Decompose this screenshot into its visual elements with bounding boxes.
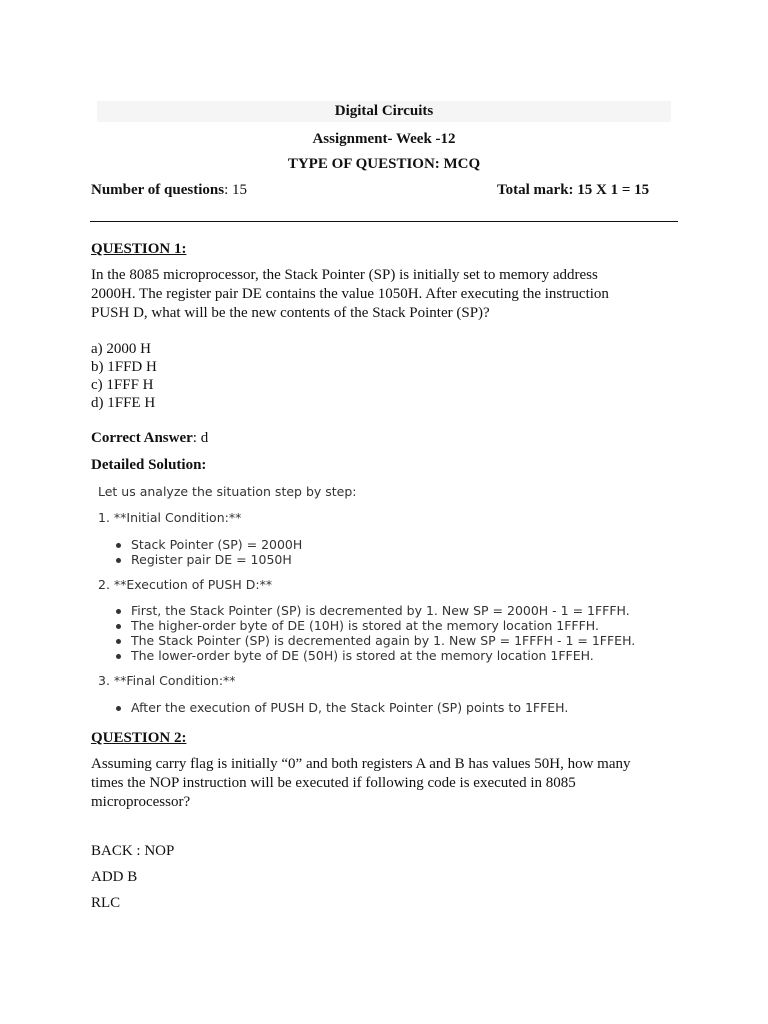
question-2-heading: QUESTION 2:	[91, 730, 187, 746]
solution-intro: Let us analyze the situation step by step:	[98, 484, 357, 499]
question-1-options	[91, 340, 157, 412]
code-line: BACK : NOP	[91, 843, 175, 859]
question-2-line: times the NOP instruction will be executed if following code is executed in 8085	[91, 775, 576, 791]
solution-bullet: Stack Pointer (SP) = 2000H	[116, 537, 302, 552]
question-2-line: microprocessor?	[91, 794, 191, 810]
question-1-line: PUSH D, what will be the new contents of the Stack Pointer (SP)?	[91, 305, 490, 321]
question-1-line: 2000H. The register pair DE contains the value 1050H. After executing the instruction	[91, 286, 609, 302]
solution-step-3-bullets	[116, 700, 568, 715]
question-1-heading: QUESTION 1:	[91, 241, 187, 257]
question-1-text	[91, 266, 681, 323]
bullet-icon	[116, 609, 121, 614]
question-type: TYPE OF QUESTION: MCQ	[287, 156, 481, 172]
number-of-questions-label: Number of questions	[91, 182, 225, 198]
solution-step-2: 2. **Execution of PUSH D:**	[98, 577, 273, 592]
detailed-solution-label: Detailed Solution:	[91, 457, 207, 473]
correct-answer-label: Correct Answer	[91, 430, 193, 446]
correct-answer	[91, 430, 208, 447]
bullet-icon	[116, 654, 121, 659]
solution-bullet: The Stack Pointer (SP) is decremented again by 1. New SP = 1FFFH - 1 = 1FFEH.	[116, 633, 635, 648]
course-title: Digital Circuits	[334, 103, 434, 119]
number-of-questions	[91, 182, 247, 199]
solution-bullet: The higher-order byte of DE (10H) is stored at the memory location 1FFFH.	[116, 618, 635, 633]
solution-step-1-bullets	[116, 537, 302, 567]
option-d: d) 1FFE H	[91, 395, 156, 411]
bullet-icon	[116, 543, 121, 548]
solution-step-3: 3. **Final Condition:**	[98, 673, 236, 688]
bullet-icon	[116, 639, 121, 644]
question-2-text	[91, 755, 681, 812]
question-2-line: Assuming carry flag is initially “0” and both registers A and B has values 50H, how many	[91, 756, 631, 772]
solution-step-2-bullets	[116, 603, 635, 663]
correct-answer-value: : d	[192, 430, 209, 446]
code-line: ADD B	[91, 869, 138, 885]
bullet-icon	[116, 558, 121, 563]
total-mark: Total mark: 15 X 1 = 15	[497, 182, 650, 198]
solution-bullet: After the execution of PUSH D, the Stack Pointer (SP) points to 1FFEH.	[116, 700, 568, 715]
solution-bullet: Register pair DE = 1050H	[116, 552, 302, 567]
solution-bullet: First, the Stack Pointer (SP) is decremented by 1. New SP = 2000H - 1 = 1FFFH.	[116, 603, 635, 618]
option-c: c) 1FFF H	[91, 377, 154, 393]
solution-step-1: 1. **Initial Condition:**	[98, 510, 242, 525]
option-a: a) 2000 H	[91, 341, 151, 357]
assignment-title: Assignment- Week -12	[312, 131, 456, 147]
bullet-icon	[116, 624, 121, 629]
code-line: RLC	[91, 895, 121, 911]
question-1-line: In the 8085 microprocessor, the Stack Pointer (SP) is initially set to memory address	[91, 267, 598, 283]
header-divider	[90, 221, 678, 222]
number-of-questions-value: : 15	[224, 182, 247, 198]
option-b: b) 1FFD H	[91, 359, 157, 375]
solution-bullet: The lower-order byte of DE (50H) is stored at the memory location 1FFEH.	[116, 648, 635, 663]
bullet-icon	[116, 706, 121, 711]
